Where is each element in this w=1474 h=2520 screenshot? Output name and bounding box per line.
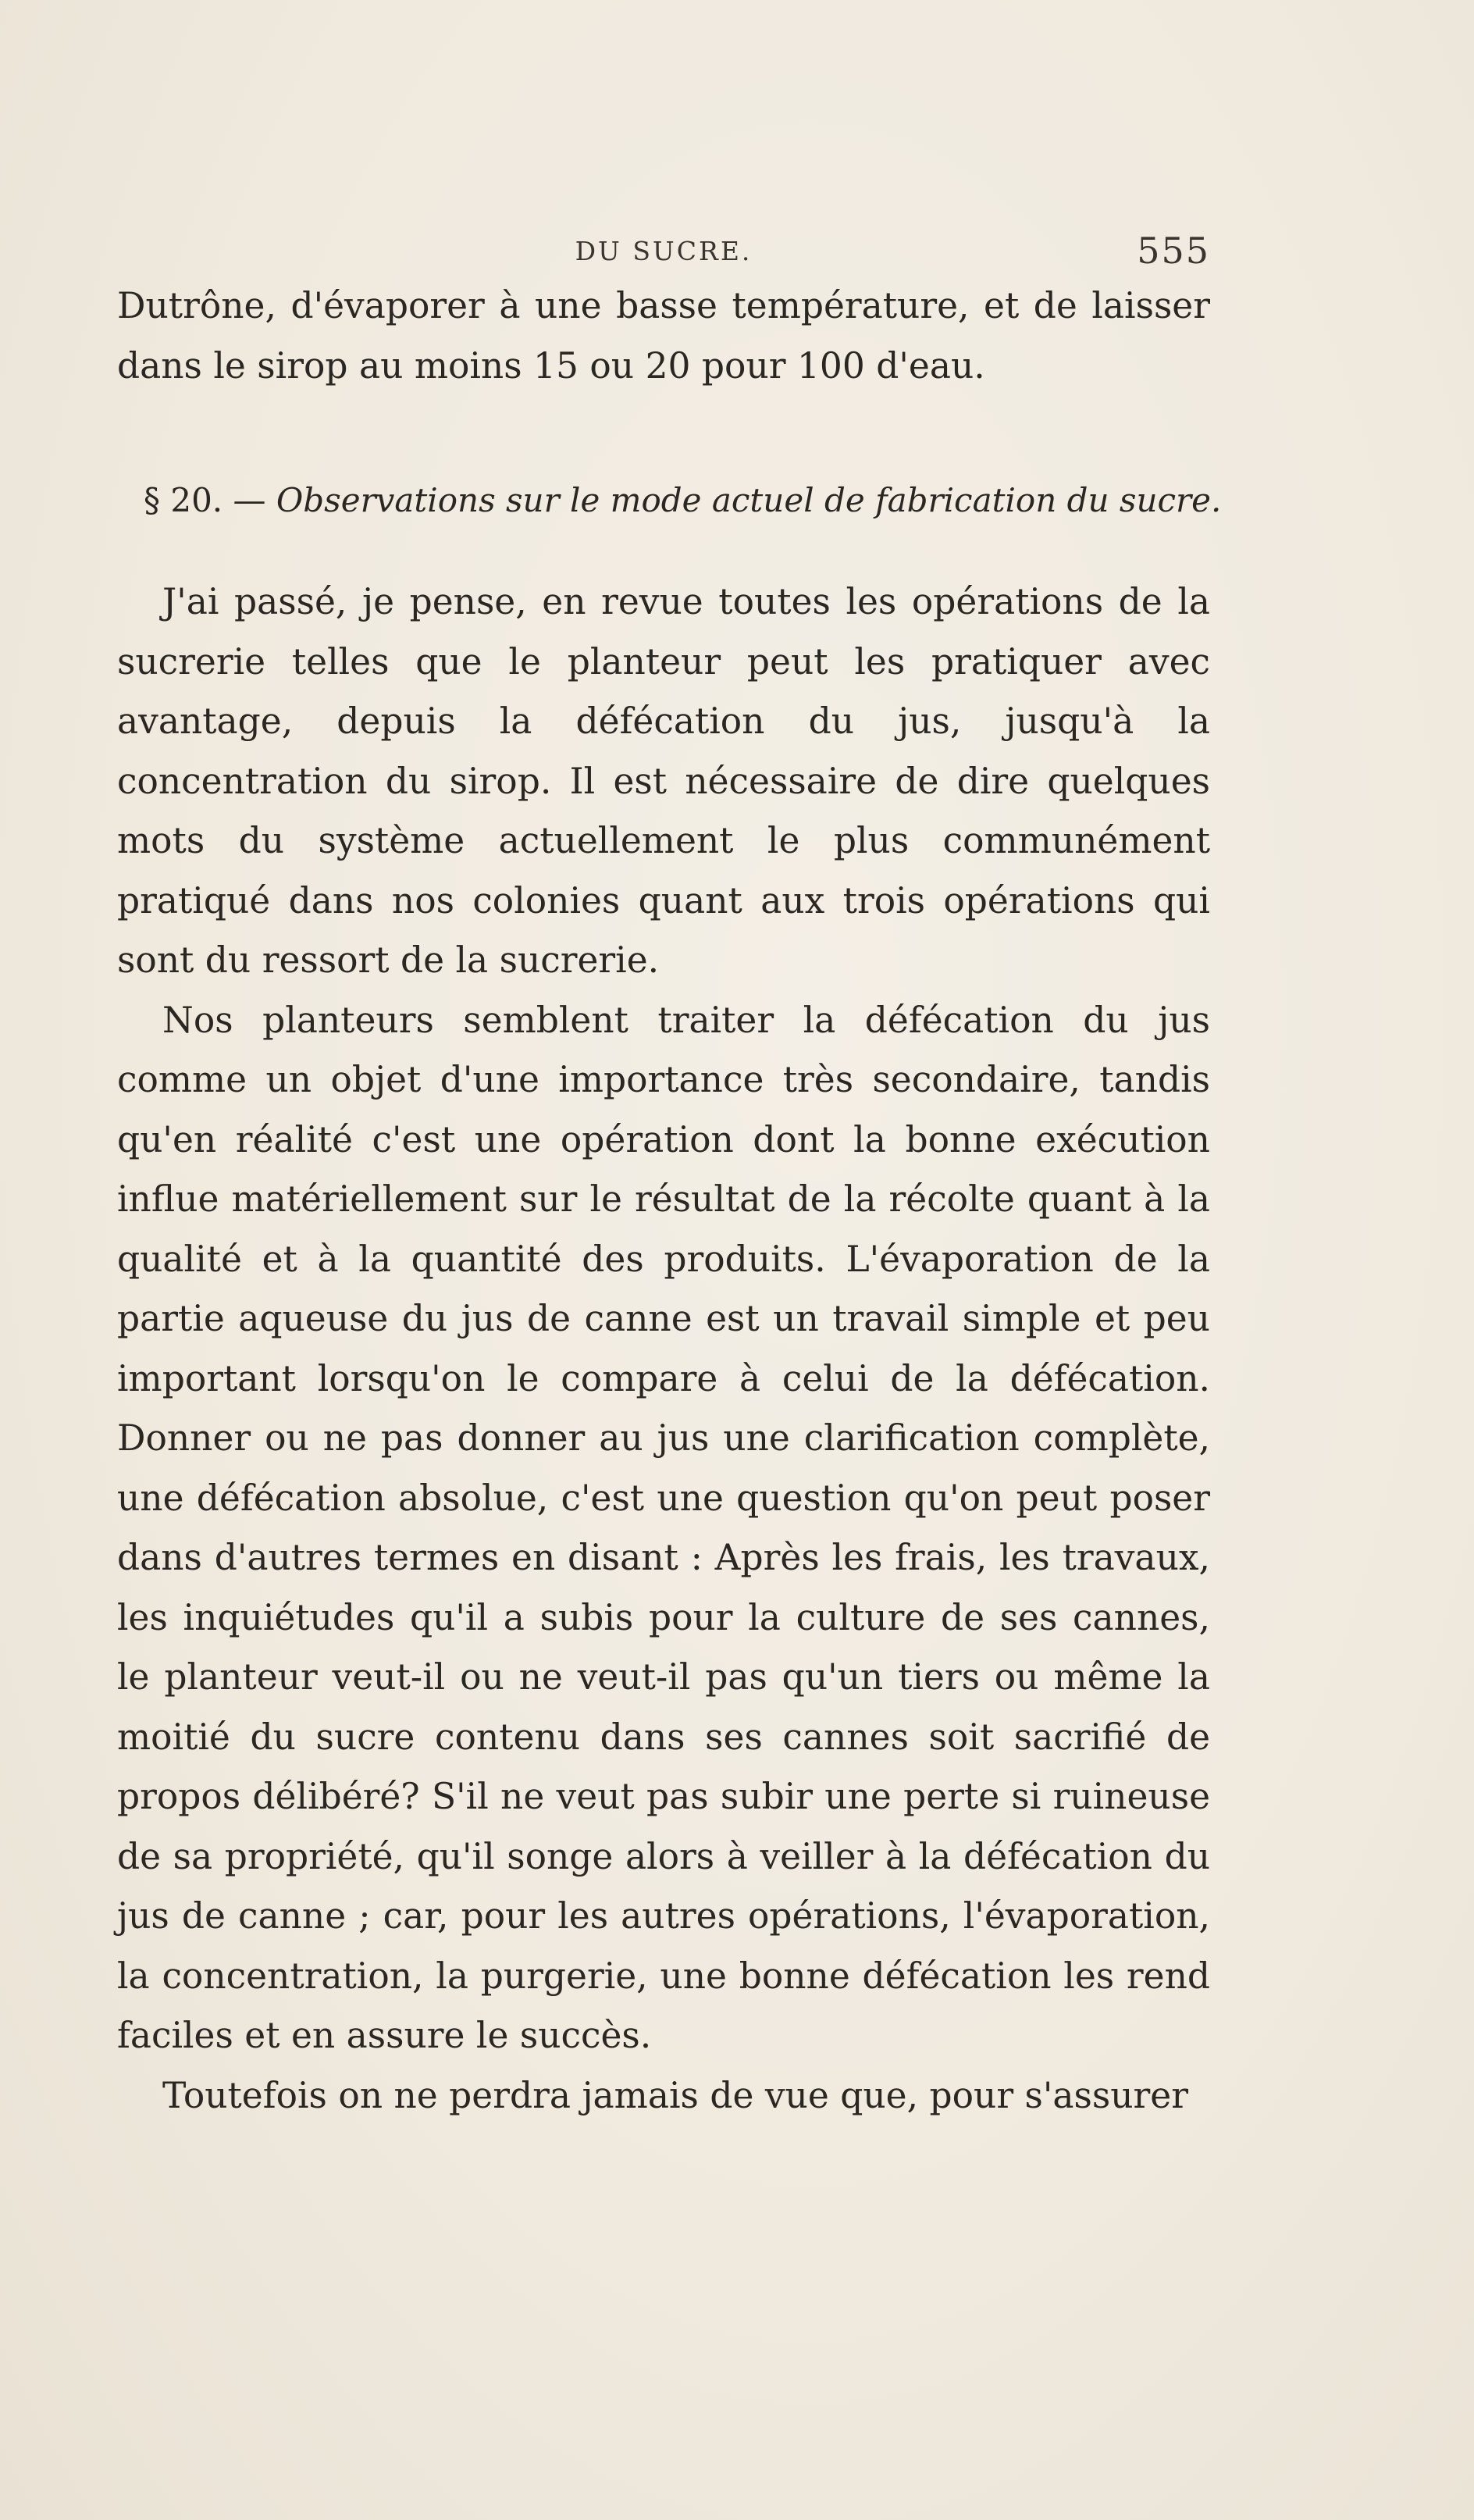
paragraph-continued: Dutrône, d'évaporer à une basse température, et de laisser dans le sirop au moins 15 ou 20 pour 100 d'eau.: [117, 285, 1210, 387]
running-head-title: DU SUCRE.: [575, 236, 753, 266]
section-number: § 20. —: [144, 481, 276, 519]
paragraph: Nos planteurs semblent traiter la défécation du jus comme un objet d'une importance très secondaire, tandis qu'en réalité c'est une opération dont la bonne exécution influe matériellement sur le résultat de la récolte quant à la qualité et à la quantité des produits. L'évaporation de la partie aqueuse du jus de canne est un travail simple et peu important lorsqu'on le compare à celui de la défécation. Donner ou ne pas donner au jus une clarification complète, une défécation absolue, c'est une question qu'on peut poser dans d'autres termes en disant : Après les frais, les travaux, les inquiétudes qu'il a subis pour la culture de ses cannes, le planteur veut-il ou ne veut-il pas qu'un tiers ou même la moitié du sucre contenu dans ses cannes soit sacrifié de propos délibéré? S'il ne veut pas subir une perte si ruineuse de sa propriété, qu'il songe alors à veiller à la défécation du jus de canne ; car, pour les autres opérations, l'évaporation, la concentration, la purgerie, une bonne défécation les rend faciles et en assure le succès.: [117, 999, 1210, 2056]
running-head: [117, 226, 1210, 273]
section-heading: [117, 471, 1222, 530]
section-title: Observations sur le mode actuel de fabrication du sucre.: [276, 481, 1222, 519]
paragraph: J'ai passé, je pense, en revue toutes les opérations de la sucrerie telles que le planteur peut les pratiquer avec avantage, depuis la défécation du jus, jusqu'à la concentration du sirop. Il est nécessaire de dire quelques mots du système actuellement le plus communément pratiqué dans nos colonies quant aux trois opérations qui sont du ressort de la sucrerie.: [117, 581, 1210, 981]
page-number: 555: [1137, 230, 1210, 272]
paragraph: Toutefois on ne perdra jamais de vue que, pour s'assurer: [162, 2074, 1188, 2116]
text-block: [117, 226, 1222, 2126]
